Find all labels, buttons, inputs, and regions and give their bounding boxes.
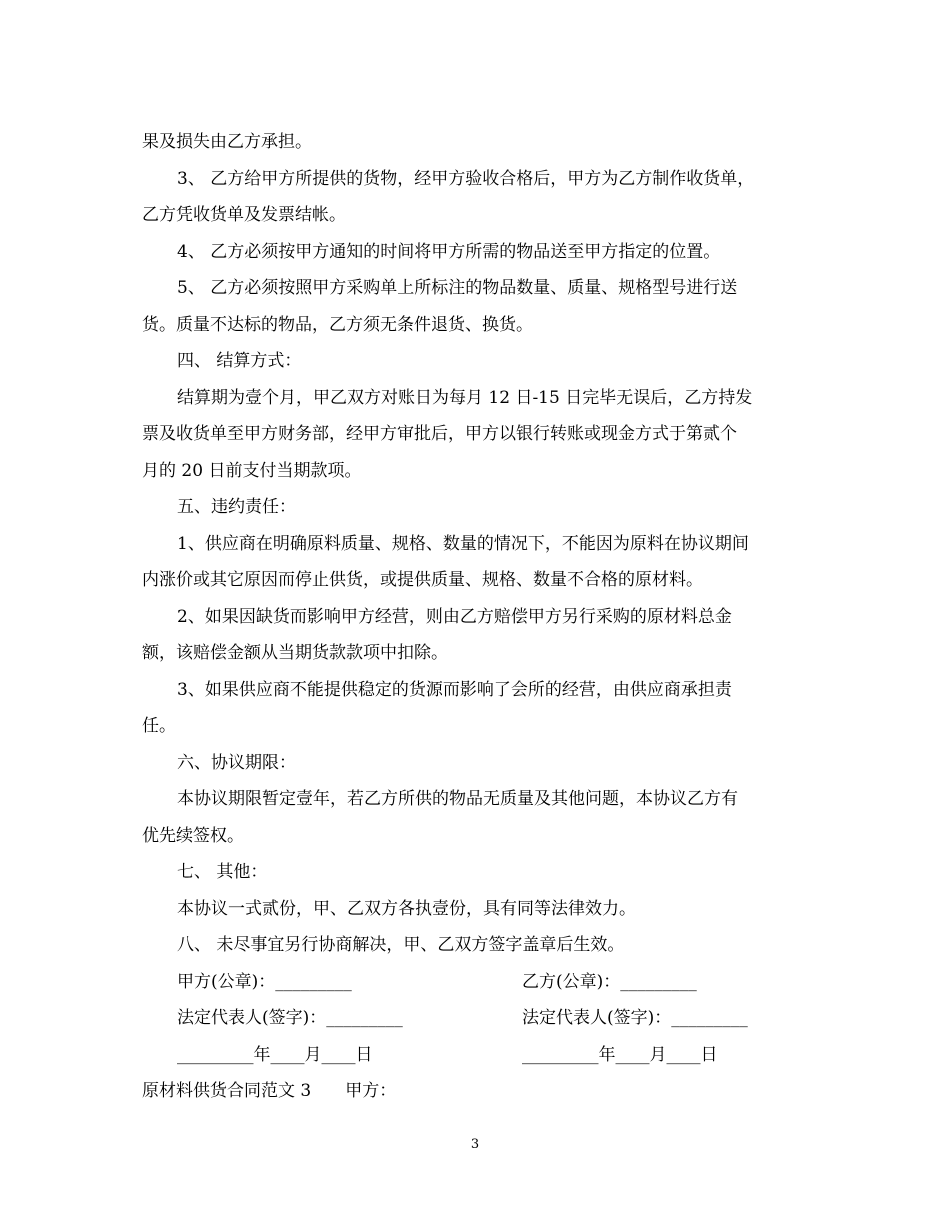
- text-line: 2、如果因缺货而影响甲方经营，则由乙方赔偿甲方另行采购的原材料总金: [177, 607, 732, 627]
- text-line: 优先续签权。: [142, 826, 244, 846]
- text-line: 本协议期限暂定壹年，若乙方所供的物品无质量及其他问题，本协议乙方有: [177, 789, 738, 809]
- text-line: 乙方凭收货单及发票结帐。: [142, 205, 346, 225]
- text-line: 月的 20 日前支付当期款项。: [142, 461, 362, 481]
- section-heading: 六、协议期限：: [177, 753, 296, 773]
- text-line: 5、 乙方必须按照甲方采购单上所标注的物品数量、质量、规格型号进行送: [177, 278, 738, 298]
- text-line: 内涨价或其它原因而停止供货，或提供质量、规格、数量不合格的原材料。: [142, 570, 703, 590]
- text-line: 4、 乙方必须按甲方通知的时间将甲方所需的物品送至甲方指定的位置。: [177, 242, 721, 262]
- party-a-representative-field: 法定代表人(签字)：_________: [177, 1008, 403, 1028]
- party-b-representative-field: 法定代表人(签字)：_________: [522, 1008, 748, 1028]
- section-heading: 五、违约责任：: [177, 497, 296, 517]
- page-number: 3: [470, 1137, 480, 1152]
- text-line: 八、 未尽事宜另行协商解决，甲、乙双方签字盖章后生效。: [177, 935, 625, 955]
- party-b-seal-field: 乙方(公章)：_________: [522, 972, 697, 992]
- text-line: 票及收货单至甲方财务部，经甲方审批后，甲方以银行转账或现金方式于第贰个: [142, 424, 737, 444]
- text-line: 3、如果供应商不能提供稳定的货源而影响了会所的经营，由供应商承担责: [177, 680, 732, 700]
- text-line: 3、 乙方给甲方所提供的货物，经甲方验收合格后，甲方为乙方制作收货单，: [177, 169, 755, 189]
- text-line: 本协议一式贰份，甲、乙双方各执壹份，具有同等法律效力。: [177, 899, 636, 919]
- text-line: 额，该赔偿金额从当期货款款项中扣除。: [142, 643, 448, 663]
- party-a-date-field: _________年____月____日: [177, 1045, 373, 1065]
- section-heading: 七、 其他：: [177, 862, 268, 882]
- text-line: 结算期为壹个月，甲乙双方对账日为每月 12 日-15 日完毕无误后，乙方持发: [177, 388, 753, 408]
- text-line: 1、供应商在明确原料质量、规格、数量的情况下，不能因为原料在协议期间: [177, 534, 749, 554]
- next-section-title: 原材料供货合同范文 3 甲方：: [142, 1081, 397, 1101]
- party-a-seal-field: 甲方(公章)：_________: [177, 972, 352, 992]
- text-line: 任。: [142, 716, 176, 736]
- text-line: 果及损失由乙方承担。: [142, 132, 312, 152]
- section-heading: 四、 结算方式：: [177, 351, 302, 371]
- party-b-date-field: _________年____月____日: [522, 1045, 718, 1065]
- text-line: 货。质量不达标的物品，乙方须无条件退货、换货。: [142, 315, 533, 335]
